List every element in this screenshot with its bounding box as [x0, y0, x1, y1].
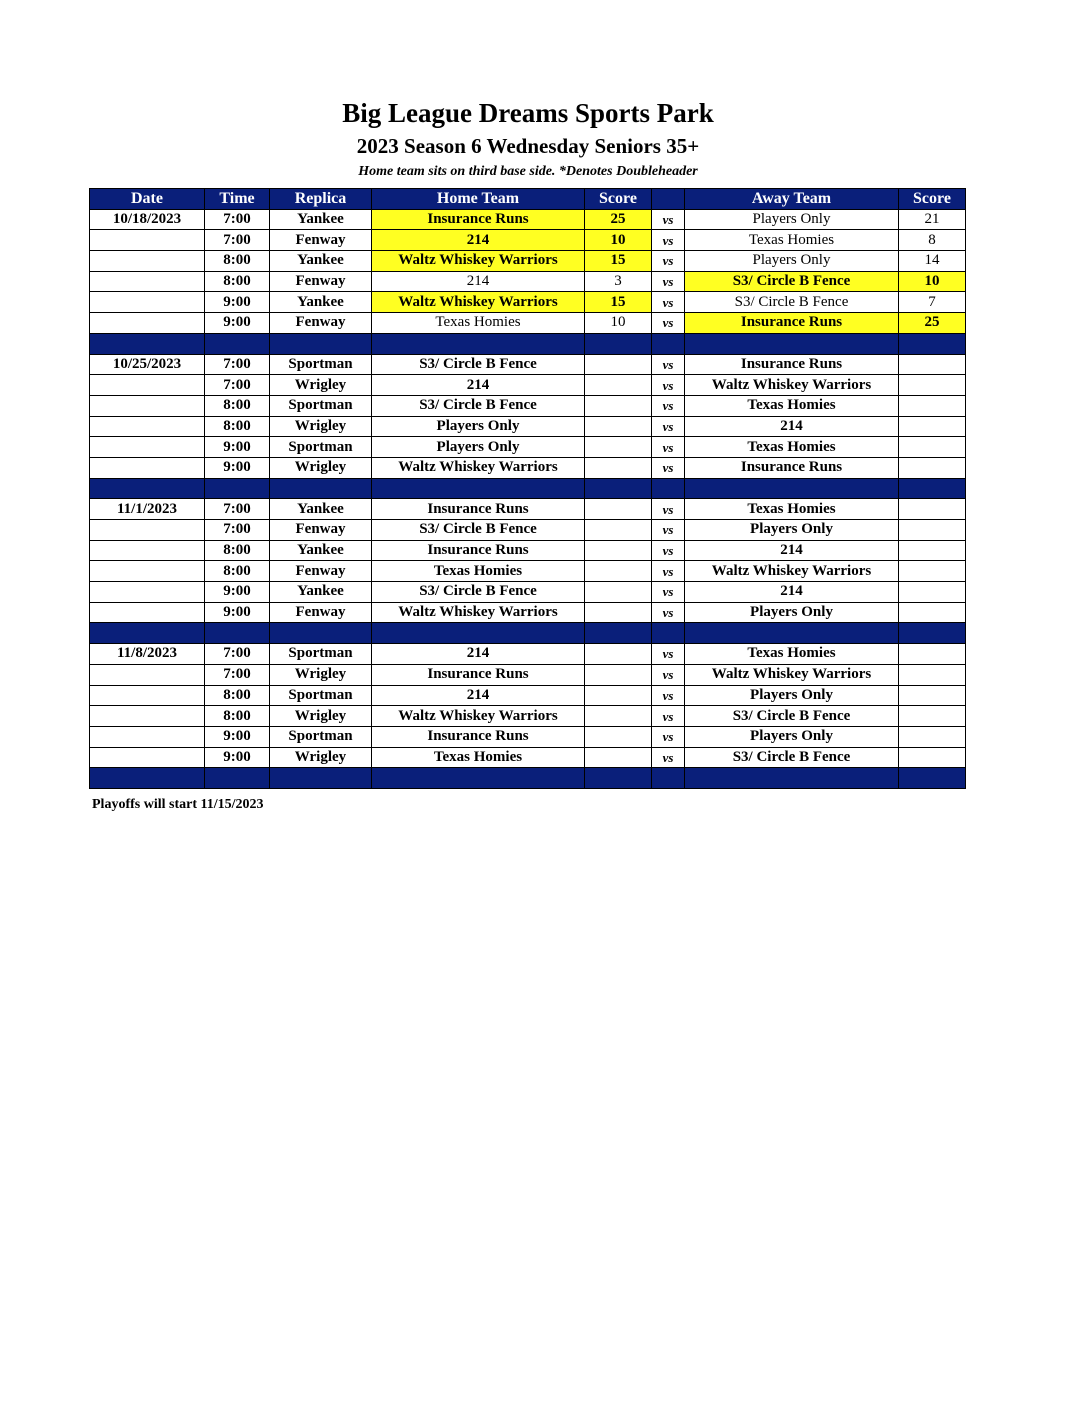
page-subtitle: 2023 Season 6 Wednesday Seniors 35+	[356, 134, 700, 158]
table-row	[90, 706, 966, 727]
home-team-cell: Waltz Whiskey Warriors	[372, 602, 585, 623]
home-score-cell	[585, 726, 652, 747]
vs-cell: vs	[652, 251, 685, 272]
home-score-cell: 10	[585, 313, 652, 334]
vs-cell: vs	[652, 644, 685, 665]
time-cell: 8:00	[205, 395, 270, 416]
date-cell	[90, 561, 205, 582]
away-score-cell	[899, 706, 966, 727]
home-team-cell: S3/ Circle B Fence	[372, 520, 585, 541]
table-row	[90, 375, 966, 396]
away-score-cell	[899, 644, 966, 665]
time-cell: 8:00	[205, 685, 270, 706]
date-cell	[90, 230, 205, 251]
table-row	[90, 602, 966, 623]
away-score-cell	[899, 561, 966, 582]
time-cell: 9:00	[205, 437, 270, 458]
time-cell: 8:00	[205, 251, 270, 272]
replica-cell: Sportman	[270, 354, 372, 375]
time-cell: 9:00	[205, 457, 270, 478]
schedule-body	[90, 209, 966, 788]
vs-cell: vs	[652, 520, 685, 541]
vs-cell: vs	[652, 706, 685, 727]
separator-cell	[899, 333, 966, 354]
away-score-cell	[899, 354, 966, 375]
away-score-cell: 21	[899, 209, 966, 230]
separator-cell	[372, 478, 585, 499]
away-team-cell: S3/ Circle B Fence	[685, 292, 899, 313]
time-cell: 9:00	[205, 313, 270, 334]
vs-cell: vs	[652, 313, 685, 334]
vs-cell: vs	[652, 395, 685, 416]
away-score-cell: 10	[899, 271, 966, 292]
home-score-cell	[585, 644, 652, 665]
date-cell	[90, 706, 205, 727]
date-cell: 11/8/2023	[90, 644, 205, 665]
vs-cell: vs	[652, 664, 685, 685]
header-home-team: Home Team	[372, 189, 585, 210]
away-team-cell: 214	[685, 416, 899, 437]
away-score-cell: 14	[899, 251, 966, 272]
date-cell	[90, 271, 205, 292]
time-cell: 7:00	[205, 664, 270, 685]
vs-cell: vs	[652, 561, 685, 582]
away-team-cell: Waltz Whiskey Warriors	[685, 561, 899, 582]
date-cell	[90, 685, 205, 706]
away-team-cell: Players Only	[685, 685, 899, 706]
time-cell: 8:00	[205, 271, 270, 292]
time-cell: 9:00	[205, 602, 270, 623]
home-team-cell: Waltz Whiskey Warriors	[372, 292, 585, 313]
separator-cell	[685, 768, 899, 789]
table-row	[90, 499, 966, 520]
separator-cell	[899, 768, 966, 789]
vs-cell: vs	[652, 602, 685, 623]
away-score-cell	[899, 375, 966, 396]
separator-cell	[685, 478, 899, 499]
replica-cell: Yankee	[270, 540, 372, 561]
away-team-cell: Players Only	[685, 726, 899, 747]
vs-cell: vs	[652, 747, 685, 768]
date-cell	[90, 520, 205, 541]
home-team-cell: Insurance Runs	[372, 664, 585, 685]
date-cell	[90, 437, 205, 458]
page-title: Big League Dreams Sports Park	[342, 98, 714, 128]
home-team-cell: Insurance Runs	[372, 499, 585, 520]
header-away-team: Away Team	[685, 189, 899, 210]
home-team-cell: Insurance Runs	[372, 209, 585, 230]
table-row	[90, 437, 966, 458]
header-away-score: Score	[899, 189, 966, 210]
home-score-cell	[585, 457, 652, 478]
replica-cell: Sportman	[270, 726, 372, 747]
home-score-cell: 10	[585, 230, 652, 251]
week-separator-row	[90, 333, 966, 354]
away-team-cell: Texas Homies	[685, 437, 899, 458]
separator-cell	[205, 768, 270, 789]
header-time: Time	[205, 189, 270, 210]
time-cell: 9:00	[205, 747, 270, 768]
table-row	[90, 251, 966, 272]
vs-cell: vs	[652, 685, 685, 706]
table-row	[90, 292, 966, 313]
table-row	[90, 726, 966, 747]
separator-cell	[585, 333, 652, 354]
vs-cell: vs	[652, 726, 685, 747]
home-team-cell: Insurance Runs	[372, 540, 585, 561]
home-team-cell: Players Only	[372, 416, 585, 437]
week-separator-row	[90, 768, 966, 789]
away-score-cell: 25	[899, 313, 966, 334]
away-score-cell	[899, 685, 966, 706]
time-cell: 8:00	[205, 561, 270, 582]
replica-cell: Yankee	[270, 209, 372, 230]
replica-cell: Sportman	[270, 644, 372, 665]
time-cell: 7:00	[205, 230, 270, 251]
separator-cell	[652, 768, 685, 789]
replica-cell: Fenway	[270, 313, 372, 334]
home-team-cell: Insurance Runs	[372, 726, 585, 747]
away-score-cell	[899, 395, 966, 416]
home-score-cell: 15	[585, 251, 652, 272]
home-score-cell	[585, 540, 652, 561]
time-cell: 9:00	[205, 582, 270, 603]
time-cell: 7:00	[205, 520, 270, 541]
away-team-cell: 214	[685, 582, 899, 603]
replica-cell: Fenway	[270, 230, 372, 251]
date-cell	[90, 416, 205, 437]
vs-cell: vs	[652, 230, 685, 251]
replica-cell: Yankee	[270, 499, 372, 520]
separator-cell	[685, 333, 899, 354]
home-team-cell: 214	[372, 644, 585, 665]
table-row	[90, 209, 966, 230]
vs-cell: vs	[652, 416, 685, 437]
home-score-cell	[585, 499, 652, 520]
home-score-cell	[585, 520, 652, 541]
time-cell: 7:00	[205, 499, 270, 520]
away-team-cell: Texas Homies	[685, 395, 899, 416]
replica-cell: Fenway	[270, 602, 372, 623]
time-cell: 9:00	[205, 726, 270, 747]
away-score-cell	[899, 416, 966, 437]
home-score-cell	[585, 602, 652, 623]
separator-cell	[585, 478, 652, 499]
week-separator-row	[90, 623, 966, 644]
date-cell	[90, 664, 205, 685]
time-cell: 9:00	[205, 292, 270, 313]
home-score-cell	[585, 354, 652, 375]
vs-cell: vs	[652, 375, 685, 396]
separator-cell	[270, 478, 372, 499]
replica-cell: Sportman	[270, 437, 372, 458]
header-vs	[652, 189, 685, 210]
replica-cell: Wrigley	[270, 457, 372, 478]
table-row	[90, 664, 966, 685]
away-team-cell: Texas Homies	[685, 644, 899, 665]
time-cell: 8:00	[205, 706, 270, 727]
separator-cell	[90, 623, 205, 644]
date-cell	[90, 313, 205, 334]
separator-cell	[205, 333, 270, 354]
time-cell: 7:00	[205, 375, 270, 396]
date-cell	[90, 540, 205, 561]
replica-cell: Wrigley	[270, 747, 372, 768]
vs-cell: vs	[652, 209, 685, 230]
away-score-cell	[899, 664, 966, 685]
date-cell: 10/25/2023	[90, 354, 205, 375]
away-team-cell: S3/ Circle B Fence	[685, 706, 899, 727]
time-cell: 8:00	[205, 540, 270, 561]
away-team-cell: Insurance Runs	[685, 457, 899, 478]
away-score-cell	[899, 499, 966, 520]
separator-cell	[270, 768, 372, 789]
replica-cell: Fenway	[270, 271, 372, 292]
away-team-cell: Waltz Whiskey Warriors	[685, 664, 899, 685]
home-team-cell: Waltz Whiskey Warriors	[372, 706, 585, 727]
separator-cell	[372, 768, 585, 789]
away-team-cell: Texas Homies	[685, 230, 899, 251]
date-cell: 11/1/2023	[90, 499, 205, 520]
replica-cell: Wrigley	[270, 706, 372, 727]
date-cell	[90, 747, 205, 768]
schedule-table	[89, 188, 966, 789]
away-score-cell	[899, 520, 966, 541]
separator-cell	[899, 623, 966, 644]
home-score-cell	[585, 706, 652, 727]
home-team-cell: S3/ Circle B Fence	[372, 582, 585, 603]
replica-cell: Sportman	[270, 395, 372, 416]
date-cell	[90, 582, 205, 603]
vs-cell: vs	[652, 292, 685, 313]
away-team-cell: Players Only	[685, 209, 899, 230]
away-score-cell	[899, 582, 966, 603]
separator-cell	[585, 623, 652, 644]
away-team-cell: Players Only	[685, 520, 899, 541]
home-team-cell: Texas Homies	[372, 561, 585, 582]
away-team-cell: 214	[685, 540, 899, 561]
date-cell	[90, 726, 205, 747]
away-score-cell	[899, 457, 966, 478]
away-score-cell	[899, 437, 966, 458]
table-row	[90, 747, 966, 768]
table-row	[90, 395, 966, 416]
header-home-score: Score	[585, 189, 652, 210]
table-row	[90, 520, 966, 541]
away-score-cell	[899, 540, 966, 561]
home-score-cell: 25	[585, 209, 652, 230]
table-row	[90, 271, 966, 292]
table-row	[90, 561, 966, 582]
home-team-cell: Texas Homies	[372, 747, 585, 768]
replica-cell: Fenway	[270, 520, 372, 541]
table-row	[90, 644, 966, 665]
away-score-cell	[899, 602, 966, 623]
away-team-cell: Waltz Whiskey Warriors	[685, 375, 899, 396]
table-row	[90, 540, 966, 561]
playoffs-note: Playoffs will start 11/15/2023	[92, 797, 264, 812]
away-score-cell: 8	[899, 230, 966, 251]
date-cell	[90, 375, 205, 396]
replica-cell: Wrigley	[270, 375, 372, 396]
vs-cell: vs	[652, 499, 685, 520]
separator-cell	[652, 478, 685, 499]
away-team-cell: Players Only	[685, 251, 899, 272]
away-team-cell: Texas Homies	[685, 499, 899, 520]
home-score-cell	[585, 685, 652, 706]
home-team-cell: S3/ Circle B Fence	[372, 354, 585, 375]
table-row	[90, 582, 966, 603]
table-row	[90, 354, 966, 375]
separator-cell	[585, 768, 652, 789]
home-score-cell: 15	[585, 292, 652, 313]
separator-cell	[90, 333, 205, 354]
date-cell	[90, 457, 205, 478]
separator-cell	[372, 333, 585, 354]
date-cell	[90, 292, 205, 313]
home-team-cell: 214	[372, 375, 585, 396]
time-cell: 8:00	[205, 416, 270, 437]
table-row	[90, 457, 966, 478]
replica-cell: Yankee	[270, 292, 372, 313]
table-row	[90, 313, 966, 334]
home-score-cell	[585, 395, 652, 416]
away-team-cell: Insurance Runs	[685, 313, 899, 334]
home-score-cell	[585, 664, 652, 685]
separator-cell	[90, 768, 205, 789]
vs-cell: vs	[652, 437, 685, 458]
time-cell: 7:00	[205, 209, 270, 230]
home-score-cell	[585, 375, 652, 396]
page-note: Home team sits on third base side. *Denotes Doubleheader	[358, 164, 698, 179]
replica-cell: Fenway	[270, 561, 372, 582]
away-score-cell	[899, 726, 966, 747]
away-score-cell	[899, 747, 966, 768]
header-date: Date	[90, 189, 205, 210]
away-team-cell: S3/ Circle B Fence	[685, 747, 899, 768]
separator-cell	[685, 623, 899, 644]
away-team-cell: S3/ Circle B Fence	[685, 271, 899, 292]
separator-cell	[205, 478, 270, 499]
home-score-cell	[585, 416, 652, 437]
away-team-cell: Players Only	[685, 602, 899, 623]
separator-cell	[205, 623, 270, 644]
home-team-cell: S3/ Circle B Fence	[372, 395, 585, 416]
home-score-cell	[585, 747, 652, 768]
replica-cell: Yankee	[270, 582, 372, 603]
home-score-cell	[585, 437, 652, 458]
separator-cell	[90, 478, 205, 499]
home-score-cell: 3	[585, 271, 652, 292]
replica-cell: Wrigley	[270, 664, 372, 685]
home-team-cell: 214	[372, 230, 585, 251]
home-team-cell: 214	[372, 685, 585, 706]
replica-cell: Yankee	[270, 251, 372, 272]
date-cell	[90, 395, 205, 416]
date-cell: 10/18/2023	[90, 209, 205, 230]
table-row	[90, 685, 966, 706]
header-replica: Replica	[270, 189, 372, 210]
header-row	[90, 189, 966, 210]
vs-cell: vs	[652, 540, 685, 561]
separator-cell	[652, 623, 685, 644]
time-cell: 7:00	[205, 354, 270, 375]
vs-cell: vs	[652, 582, 685, 603]
vs-cell: vs	[652, 271, 685, 292]
replica-cell: Wrigley	[270, 416, 372, 437]
replica-cell: Sportman	[270, 685, 372, 706]
separator-cell	[372, 623, 585, 644]
home-team-cell: 214	[372, 271, 585, 292]
time-cell: 7:00	[205, 644, 270, 665]
separator-cell	[270, 333, 372, 354]
week-separator-row	[90, 478, 966, 499]
separator-cell	[899, 478, 966, 499]
date-cell	[90, 602, 205, 623]
vs-cell: vs	[652, 354, 685, 375]
date-cell	[90, 251, 205, 272]
table-row	[90, 416, 966, 437]
home-team-cell: Waltz Whiskey Warriors	[372, 457, 585, 478]
vs-cell: vs	[652, 457, 685, 478]
separator-cell	[270, 623, 372, 644]
table-row	[90, 230, 966, 251]
home-score-cell	[585, 582, 652, 603]
home-score-cell	[585, 561, 652, 582]
separator-cell	[652, 333, 685, 354]
away-team-cell: Insurance Runs	[685, 354, 899, 375]
home-team-cell: Waltz Whiskey Warriors	[372, 251, 585, 272]
home-team-cell: Players Only	[372, 437, 585, 458]
away-score-cell: 7	[899, 292, 966, 313]
home-team-cell: Texas Homies	[372, 313, 585, 334]
